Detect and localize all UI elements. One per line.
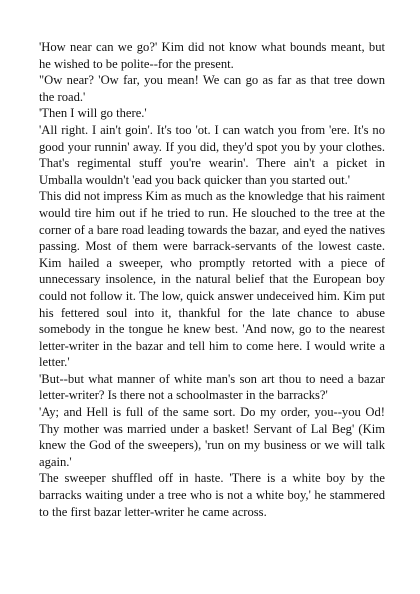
- document-page: [39, 39, 385, 520]
- paragraph: 'Ay; and Hell is full of the same sort. Do my order, you--you Od! Thy mother was married under a basket! Servant of Lal Beg' (Kim knew the God of the sweepers), 'run on my business or we will talk again.': [39, 405, 385, 469]
- paragraph: 'But--but what manner of white man's son art thou to need a bazar letter-writer? Is there not a schoolmaster in the barracks?': [39, 371, 385, 403]
- paragraph: 'All right. I ain't goin'. It's too 'ot. I can watch you from 'ere. It's no good your runnin' away. If you did, they'd spot you by your clothes. That's regimental stuff you're wearin'. There ain't a picket in Umballa wouldn't 'ead you back quicker than you started out.': [39, 122, 385, 187]
- paragraph: 'How near can we go?' Kim did not know what bounds meant, but he wished to be polite--for the present.: [39, 40, 385, 71]
- paragraph: The sweeper shuffled off in haste. 'There is a white boy by the barracks waiting under a tree who is not a white boy,' he stammered to the first bazar letter-writer he came across.: [39, 471, 385, 519]
- paragraph: "Ow near? 'Ow far, you mean! We can go as far as that tree down the road.': [39, 73, 385, 104]
- paragraph: This did not impress Kim as much as the knowledge that his raiment would tire him out if he tried to run. He slouched to the tree at the corner of a bare road leading towards the bazar, and eyed the natives passing. Most of them were barrack-servants of the lowest caste. Kim hailed a sweeper, who promptly retorted with a piece of unnecessary insolence, in the natural belief that the European boy could not follow it. The low, quick answer undeceived him. Kim put his fettered soul into it, thankful for the late chance to abuse somebody in the tongue he knew best. 'And now, go to the nearest letter-writer in the bazar and tell him to come here. I would write a letter.': [39, 189, 385, 370]
- paragraph: 'Then I will go there.': [39, 106, 147, 121]
